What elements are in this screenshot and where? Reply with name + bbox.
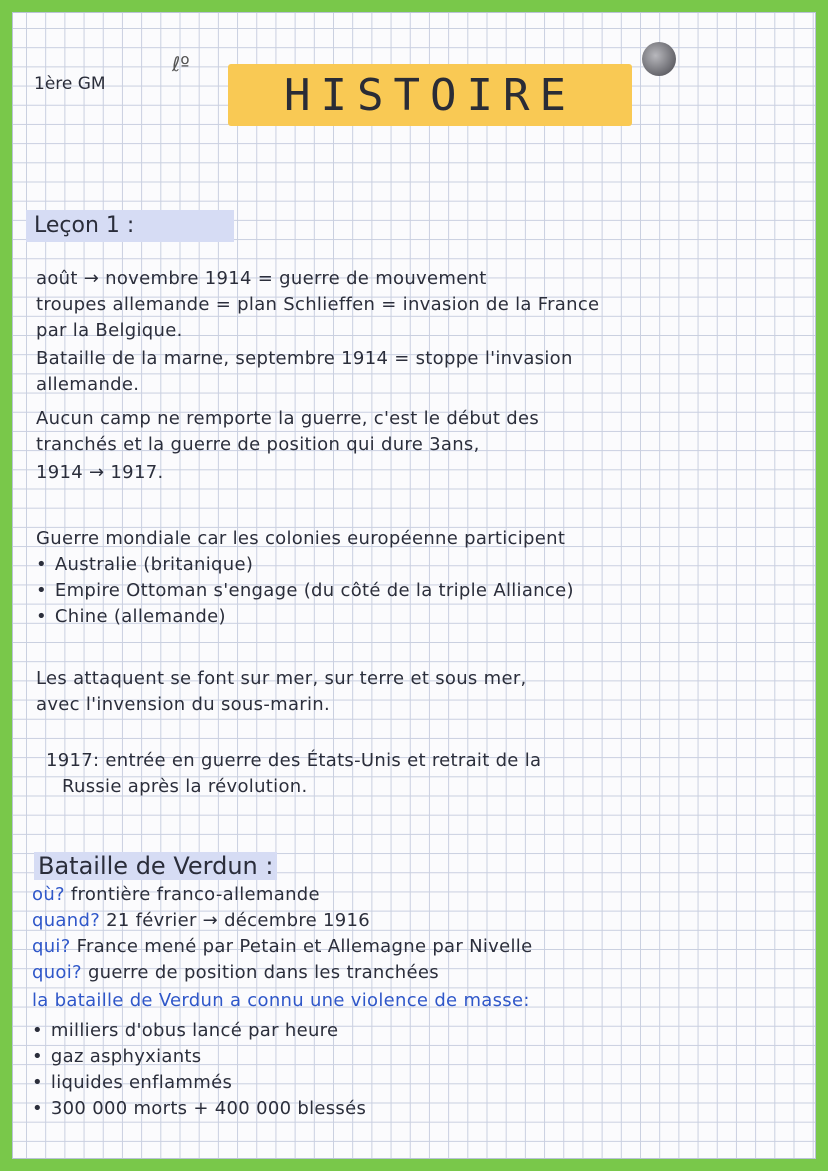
list-item-text: 300 000 morts + 400 000 blessés	[50, 1098, 367, 1119]
list-item: • 300 000 morts + 400 000 blessés	[32, 1098, 367, 1119]
text-line: tranchés et la guerre de position qui dure 3ans,	[36, 434, 480, 455]
list-item-text: Empire Ottoman s'engage (du côté de la triple Alliance)	[54, 580, 574, 601]
notebook-page	[12, 12, 816, 1159]
list-item-text: Chine (allemande)	[54, 606, 226, 627]
verdun-where: où? frontière franco-allemande	[32, 884, 320, 905]
text-line: Russie après la révolution.	[62, 776, 308, 797]
list-item: • liquides enflammés	[32, 1072, 233, 1093]
text-line: par la Belgique.	[36, 320, 183, 341]
list-item: • Chine (allemande)	[36, 606, 226, 627]
lesson-heading: Leçon 1 :	[26, 210, 234, 242]
verdun-heading: Bataille de Verdun :	[34, 852, 277, 880]
text-line: Les attaquent se font sur mer, sur terre et sous mer,	[36, 668, 527, 689]
list-item-text: gaz asphyxiants	[50, 1046, 202, 1067]
verdun-when: quand? 21 février → décembre 1916	[32, 910, 371, 931]
doodle-icon: ℓº	[172, 52, 190, 76]
text-line: 1914 → 1917.	[36, 462, 164, 483]
text-line: avec l'invension du sous-marin.	[36, 694, 331, 715]
list-item: • Empire Ottoman s'engage (du côté de la triple Alliance)	[36, 580, 574, 601]
verdun-who: qui? France mené par Petain et Allemagne par Nivelle	[32, 936, 533, 957]
verdun-violence-line: la bataille de Verdun a connu une violence de masse:	[32, 990, 530, 1011]
text-line: août → novembre 1914 = guerre de mouvement	[36, 268, 487, 289]
class-label: 1ère GM	[34, 74, 106, 94]
list-item: • milliers d'obus lancé par heure	[32, 1020, 339, 1041]
verdun-what: quoi? guerre de position dans les tranchées	[32, 962, 439, 983]
text-line: 1917: entrée en guerre des États-Unis et retrait de la	[46, 750, 542, 771]
list-item-text: liquides enflammés	[50, 1072, 233, 1093]
text-line: Bataille de la marne, septembre 1914 = stoppe l'invasion	[36, 348, 573, 369]
list-item: • Australie (britanique)	[36, 554, 254, 575]
list-item-text: Australie (britanique)	[54, 554, 254, 575]
grey-dot-sticker	[642, 42, 676, 76]
list-item: • gaz asphyxiants	[32, 1046, 202, 1067]
text-line: troupes allemande = plan Schlieffen = invasion de la France	[36, 294, 600, 315]
text-line: Guerre mondiale car les colonies européenne participent	[36, 528, 566, 549]
text-line: allemande.	[36, 374, 140, 395]
list-item-text: milliers d'obus lancé par heure	[50, 1020, 339, 1041]
text-line: Aucun camp ne remporte la guerre, c'est le début des	[36, 408, 540, 429]
page-title: HISTOIRE	[228, 64, 632, 126]
